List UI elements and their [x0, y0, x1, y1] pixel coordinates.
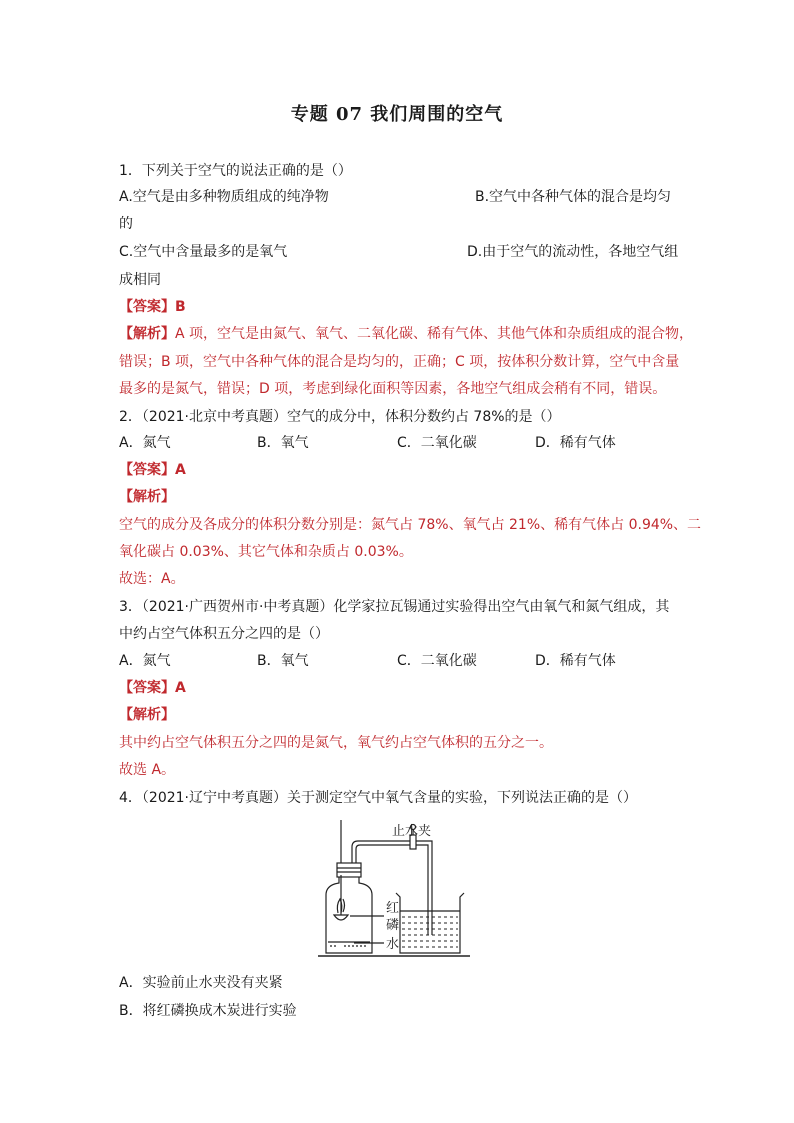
q3-stem: 3．（2021·广西贺州市·中考真题）化学家拉瓦锡通过实验得出空气由氧气和氮气组成，其: [119, 599, 670, 615]
q1-analysis-line-3: 最多的是氮气，错误；D 项，考虑到绿化面积等因素，各地空气组成会稍有不同，错误。: [119, 381, 667, 397]
q3-analysis-tag: 【解析】: [119, 707, 175, 723]
q1-option-a: A.空气是由多种物质组成的纯净物: [119, 189, 329, 205]
q3-answer: [119, 678, 186, 698]
q2-analysis-line-2: 氧化碳占 0.03%、其它气体和杂质占 0.03%。: [119, 544, 413, 560]
rubber-stopper: [337, 863, 361, 877]
q3-option-d: D．稀有气体: [535, 653, 616, 669]
q2-answer: [119, 460, 186, 480]
q4-stem: 4．（2021·辽宁中考真题）关于测定空气中氧气含量的实验，下列说法正确的是（）: [119, 790, 637, 806]
answer-tag: 【答案】: [119, 299, 175, 315]
q2-option-b: B．氧气: [257, 435, 309, 451]
q2-stem: 2．（2021·北京中考真题）空气的成分中，体积分数约占 78%的是（）: [119, 409, 561, 425]
analysis-text: A 项，空气是由氮气、氧气、二氧化碳、稀有气体、其他气体和杂质组成的混合物，: [175, 326, 694, 342]
phosphorus-label-2: 磷: [386, 918, 400, 933]
q2-analysis-line-1: 空气的成分及各成分的体积分数分别是：氮气占 78%、氧气占 21%、稀有气体占 0.94%、二: [119, 517, 702, 533]
q1-answer: [119, 297, 186, 317]
clamp-label: 止水夹: [392, 824, 432, 839]
q1-option-d-wrap: 成相同: [119, 272, 161, 288]
q4-option-a: A．实验前止水夹没有夹紧: [119, 975, 283, 991]
answer-tag: 【答案】: [119, 680, 175, 696]
q3-option-c: C．二氧化碳: [397, 653, 477, 669]
q3-option-b: B．氧气: [257, 653, 309, 669]
q3-analysis-line-1: 其中约占空气体积五分之四的是氮气，氧气约占空气体积的五分之一。: [119, 735, 553, 751]
experiment-apparatus-figure: [310, 815, 490, 965]
q1-option-b-wrap: 的: [119, 216, 133, 232]
q2-option-d: D．稀有气体: [535, 435, 616, 451]
analysis-tag: 【解析】: [119, 326, 175, 342]
q4-option-b: B．将红磷换成木炭进行实验: [119, 1003, 297, 1019]
answer-value: A: [175, 680, 186, 696]
q1-analysis-line-2: 错误；B 项，空气中各种气体的混合是均匀的，正确；C 项，按体积分数计算，空气中含量: [119, 354, 680, 370]
answer-tag: 【答案】: [119, 462, 175, 478]
q2-option-c: C．二氧化碳: [397, 435, 477, 451]
page-title: 专题 07 我们周围的空气: [290, 104, 504, 125]
q1-option-c: C.空气中含量最多的是氧气: [119, 244, 288, 260]
q3-conclusion: 故选 A。: [119, 762, 176, 778]
q2-analysis-tag: 【解析】: [119, 489, 175, 505]
beaker: [396, 893, 464, 953]
water-label: 水: [386, 937, 400, 952]
q1-option-b: B.空气中各种气体的混合是均匀: [475, 189, 672, 205]
q2-conclusion: 故选：A。: [119, 571, 185, 587]
answer-value: B: [175, 299, 186, 315]
answer-value: A: [175, 462, 186, 478]
phosphorus-label-1: 红: [386, 901, 400, 916]
q1-option-d: D.由于空气的流动性，各地空气组: [467, 244, 679, 260]
q2-option-a: A．氮气: [119, 435, 171, 451]
q1-analysis: [119, 324, 693, 344]
q3-stem-line-2: 中约占空气体积五分之四的是（）: [119, 626, 329, 642]
q1-stem: 1．下列关于空气的说法正确的是（）: [119, 163, 352, 179]
q3-option-a: A．氮气: [119, 653, 171, 669]
